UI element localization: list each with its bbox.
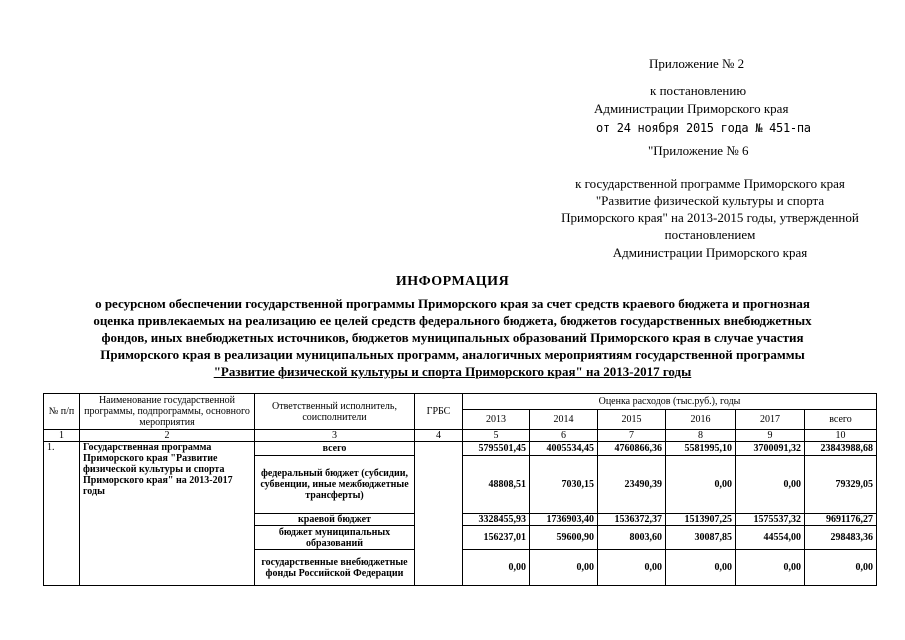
header-year-2016: 2016 [666,410,736,430]
header-year-2017: 2017 [736,410,805,430]
title-line-3: фондов, иных внебюджетных источников, бюджетов муниципальных образований Приморского края в случае участия [101,330,804,345]
header-grbs: ГРБС [415,394,463,430]
value-cell: 3700091,32 [736,442,805,456]
title-line-5 [0,364,905,380]
value-cell: 79329,05 [805,456,877,514]
header-approved-by: постановлением [664,227,756,242]
value-cell: 1536372,37 [598,514,666,526]
header-resolution-date: от 24 ноября 2015 года № 451-па [596,121,811,135]
value-cell: 9691176,27 [805,514,877,526]
col-number: 9 [736,430,805,442]
value-cell: 1513907,25 [666,514,736,526]
document-title: ИНФОРМАЦИЯ [395,274,510,289]
value-cell: 8003,60 [598,526,666,550]
header-appendix-6: "Приложение № 6 [648,143,749,158]
col-number: 1 [44,430,80,442]
value-cell: 5581995,10 [666,442,736,456]
resource-table [43,393,877,586]
value-cell: 156237,01 [463,526,530,550]
value-cell: 4005534,45 [530,442,598,456]
value-cell: 298483,36 [805,526,877,550]
value-cell: 0,00 [598,550,666,586]
col-number: 8 [666,430,736,442]
source-total-label: всего [255,442,415,456]
header-year-2015: 2015 [598,410,666,430]
header-estimate: Оценка расходов (тыс.руб.), годы [463,394,877,410]
value-cell: 48808,51 [463,456,530,514]
header-program-name-1: "Развитие физической культуры и спорта [595,193,825,208]
value-cell: 5795501,45 [463,442,530,456]
source-regional-label: краевой бюджет [255,514,415,526]
header-program-ref: к государственной программе Приморского края [575,176,845,191]
row-number: 1. [44,442,80,586]
col-number: 5 [463,430,530,442]
value-cell: 7030,15 [530,456,598,514]
value-cell: 44554,00 [736,526,805,550]
header-program-name-2: Приморского края" на 2013-2015 годы, утвержденной [561,210,859,225]
program-name: Государственная программа Приморского края "Развитие физической культуры и спорта Приморского края" на 2013-2017 годы [80,442,255,586]
source-municipal-label: бюджет муниципальных образований [255,526,415,550]
col-number: 10 [805,430,877,442]
value-cell: 0,00 [666,456,736,514]
value-cell: 0,00 [805,550,877,586]
value-cell: 0,00 [736,456,805,514]
header-year-2014: 2014 [530,410,598,430]
program-title-underlined: "Развитие физической культуры и спорта Приморского края" на 2013-2017 годы [213,364,692,379]
value-cell: 4760866,36 [598,442,666,456]
grbs-cell [415,442,463,586]
col-number: 3 [255,430,415,442]
value-cell: 3328455,93 [463,514,530,526]
col-number: 6 [530,430,598,442]
header-to-resolution: к постановлению [650,83,747,98]
value-cell: 0,00 [530,550,598,586]
col-number: 2 [80,430,255,442]
header-appendix-2: Приложение № 2 [649,56,745,71]
value-cell: 1736903,40 [530,514,598,526]
value-cell: 23843988,68 [805,442,877,456]
header-administration-2: Администрации Приморского края [612,245,808,260]
title-line-1: о ресурсном обеспечении государственной программы Приморского края за счет средств краевого бюджета и прогнозная [95,296,810,311]
header-total: всего [805,410,877,430]
header-name: Наименование государственной программы, подпрограммы, основного мероприятия [80,394,255,430]
col-number: 4 [415,430,463,442]
value-cell: 59600,90 [530,526,598,550]
title-line-4: Приморского края в реализации муниципальных программ, аналогичных мероприятиям государственной программы [100,347,805,362]
source-federal-label: федеральный бюджет (субсидии, субвенции, иные межбюджетные трансферты) [255,456,415,514]
value-cell: 30087,85 [666,526,736,550]
header-executor: Ответственный исполнитель, соисполнители [255,394,415,430]
header-year-2013: 2013 [463,410,530,430]
header-administration: Администрации Приморского края [594,101,789,116]
value-cell: 23490,39 [598,456,666,514]
col-number: 7 [598,430,666,442]
value-cell: 0,00 [736,550,805,586]
value-cell: 1575537,32 [736,514,805,526]
title-line-2: оценка привлекаемых на реализацию ее целей средств федерального бюджета, бюджетов государственных внебюджетных [93,313,812,328]
source-offbudget-label: государственные внебюджетные фонды Российской Федерации [255,550,415,586]
value-cell: 0,00 [463,550,530,586]
value-cell: 0,00 [666,550,736,586]
header-num: № п/п [44,394,80,430]
